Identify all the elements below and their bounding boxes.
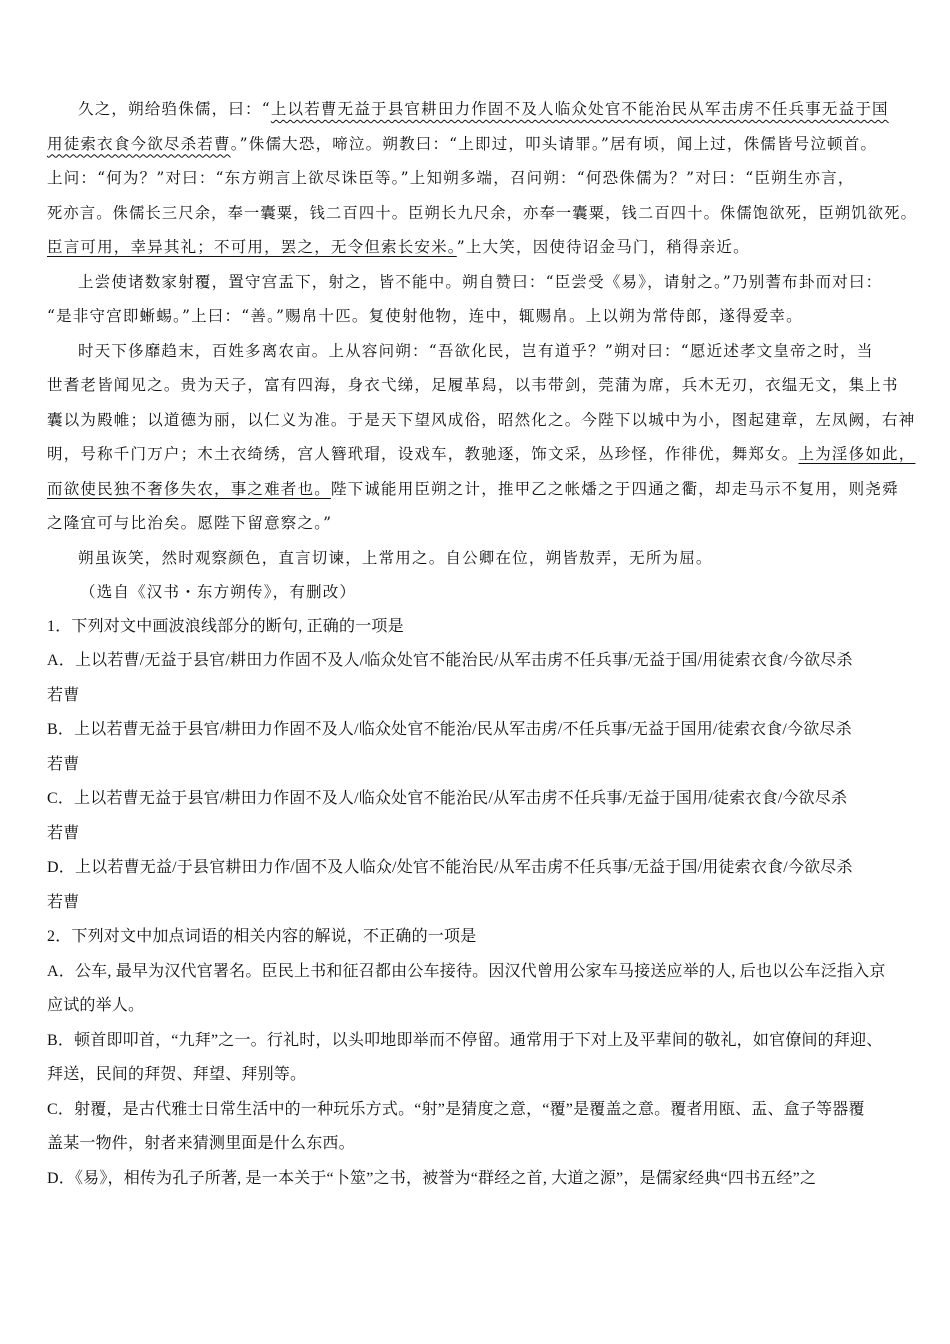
passage-p3-line-4 xyxy=(47,437,917,472)
underlined-text: 臣言可用，幸异其礼；不可用，罢之，无令但索长安米。 xyxy=(47,238,457,256)
q1-stem: 1．下列对文中画波浪线部分的断句, 正确的一项是 xyxy=(47,617,404,635)
passage-p3-line-6: 之隆宜可与比治矣。愿陛下留意察之。” xyxy=(47,514,333,532)
text-segment: 。”侏儒大恐，啼泣。朔教曰：“上即过，叩头请罪。”居有顷，闻上过，侏儒皆号泣顿首。 xyxy=(230,134,878,153)
q1-option-b-line-2: 若曹 xyxy=(47,755,80,773)
passage-p1-line-3: 上问：“何为？”对曰：“东方朔言上欲尽诛臣等。”上知朔多端，召问朔：“何恐侏儒为？”对曰：“臣朔生亦言， xyxy=(47,169,855,187)
q1-option-c-line-2: 若曹 xyxy=(47,824,80,842)
exam-page xyxy=(47,92,917,1196)
q2-option-c-line-1: C．射覆，是古代雅士日常生活中的一种玩乐方式。“射”是猜度之意，“覆”是覆盖之意。覆者用瓯、盂、盒子等器覆 xyxy=(47,1100,865,1118)
text-segment: ”上大笑，因使待诏金马门，稍得亲近。 xyxy=(456,238,750,256)
q2-option-c-line-2: 盖某一物件，射者来猜测里面是什么东西。 xyxy=(47,1135,355,1152)
passage-p1-line-2 xyxy=(47,127,917,162)
q1-option-d-line-2: 若曹 xyxy=(47,893,80,911)
q1-option-d-line-1: D．上以若曹无益/于县官耕田力作/固不及人临众/处官不能治民/从军击虏不任兵事/无益于国/用徒索衣食/今欲尽杀 xyxy=(47,859,853,876)
passage-p2-line-1: 上尝使诸数家射覆，置守宫盂下，射之，皆不能中。朔自赞曰：“臣尝受《易》，请射之。”乃别蓍布卦而对曰： xyxy=(78,272,883,291)
text-segment: 陛下诚能用臣朔之计，推甲乙之帐燔之于四通之衢，却走马示不复用，则尧舜 xyxy=(330,479,899,498)
passage-p3-line-1: 时天下侈靡趋末，百姓多离农亩。上从容问朔：“吾欲化民，岂有道乎？”朔对曰：“愿近述孝文皇帝之时，当 xyxy=(78,341,874,360)
passage-p3-line-2: 世耆老皆闻见之。贵为天子，富有四海，身衣弋绨，足履革舄，以韦带剑，莞蒲为席，兵木无刃，衣缊无文，集上书 xyxy=(47,376,899,394)
q2-option-b-line-2: 拜送，民间的拜贺、拜望、拜别等。 xyxy=(47,1066,307,1083)
underlined-text: 上为淫侈如此， xyxy=(798,445,916,463)
wavy-underlined-text: 上以若曹无益于县官耕田力作固不及人临众处官不能治民从军击虏不任兵事无益于国 xyxy=(270,100,889,118)
passage-p1-line-5 xyxy=(47,230,917,265)
text-segment: 明，号称千门万户；木土衣绮绣，宫人簪玳瑁，设戏车，教驰逐，饰文采，丛珍怪，作徘优，舞郑女。 xyxy=(47,445,799,463)
q1-option-a-line-1: A．上以若曹/无益于县官/耕田力作固不及人/临众处官不能治民/从军击虏不任兵事/无益于国/用徒索衣食/今欲尽杀 xyxy=(47,652,853,669)
underlined-text: 而欲使民独不奢侈失农，事之难者也。 xyxy=(47,479,331,498)
passage-p4: 朔虽诙笑，然时观察颜色，直言切谏，上常用之。自公卿在位，朔皆敖弄，无所为屈。 xyxy=(78,548,713,567)
q2-option-a-line-1: A．公车, 最早为汉代官署名。臣民上书和征召都由公车接待。因汉代曾用公家车马接送应举的人, 后也以公车泛指入京 xyxy=(47,962,886,980)
passage-p3-line-3: 囊以为殿帷；以道德为丽，以仁义为准。于是天下望风成俗，昭然化之。今陛下以城中为小，图起建章，左凤阙，右神 xyxy=(47,410,916,429)
text-segment: 久之，朔给驺侏儒，曰：“ xyxy=(78,100,271,118)
passage-p1-line-4: 死亦言。侏儒长三尺余，奉一囊粟，钱二百四十。臣朔长九尺余，亦奉一囊粟，钱二百四十。侏儒饱欲死，臣朔饥欲死。 xyxy=(47,203,917,222)
q2-stem: 2．下列对文中加点词语的相关内容的解说，不正确的一项是 xyxy=(47,928,477,945)
passage-p1-line-1 xyxy=(47,92,917,127)
q1-option-a-line-2: 若曹 xyxy=(47,686,80,704)
q2-option-a-line-2: 应试的举人。 xyxy=(47,997,145,1014)
q2-option-d-line-1: D．《易》，相传为孔子所著, 是一本关于“卜筮”之书，被誉为“群经之首, 大道之源”，是儒家经典“四书五经”之 xyxy=(47,1169,817,1187)
q1-option-c-line-1: C．上以若曹无益于县官/耕田力作固不及人/临众处官不能治民/从军击虏不任兵事/无益于国用/徒索衣食/今欲尽杀 xyxy=(47,790,848,807)
passage-p3-line-5 xyxy=(47,472,917,507)
passage-source: （选自《汉书・东方朔传》，有删改） xyxy=(80,583,357,601)
q1-option-b-line-1: B．上以若曹无益于县官/耕田力作固不及人/临众处官不能治/民从军击虏/不任兵事/无益于国用/徒索衣食/今欲尽杀 xyxy=(47,721,852,738)
passage-p2-line-2: “是非守宫即蜥蜴。”上曰：“善。”赐帛十匹。复使射他物，连中，辄赐帛。上以朔为常侍郎，遂得爱幸。 xyxy=(47,307,803,325)
wavy-underlined-text: 用徒索衣食今欲尽杀若曹 xyxy=(47,134,231,153)
q2-option-b-line-1: B．顿首即叩首，“九拜”之一。行礼时，以头叩地即举而不停留。通常用于下对上及平辈间的敬礼，如官僚间的拜迎、 xyxy=(47,1031,883,1049)
